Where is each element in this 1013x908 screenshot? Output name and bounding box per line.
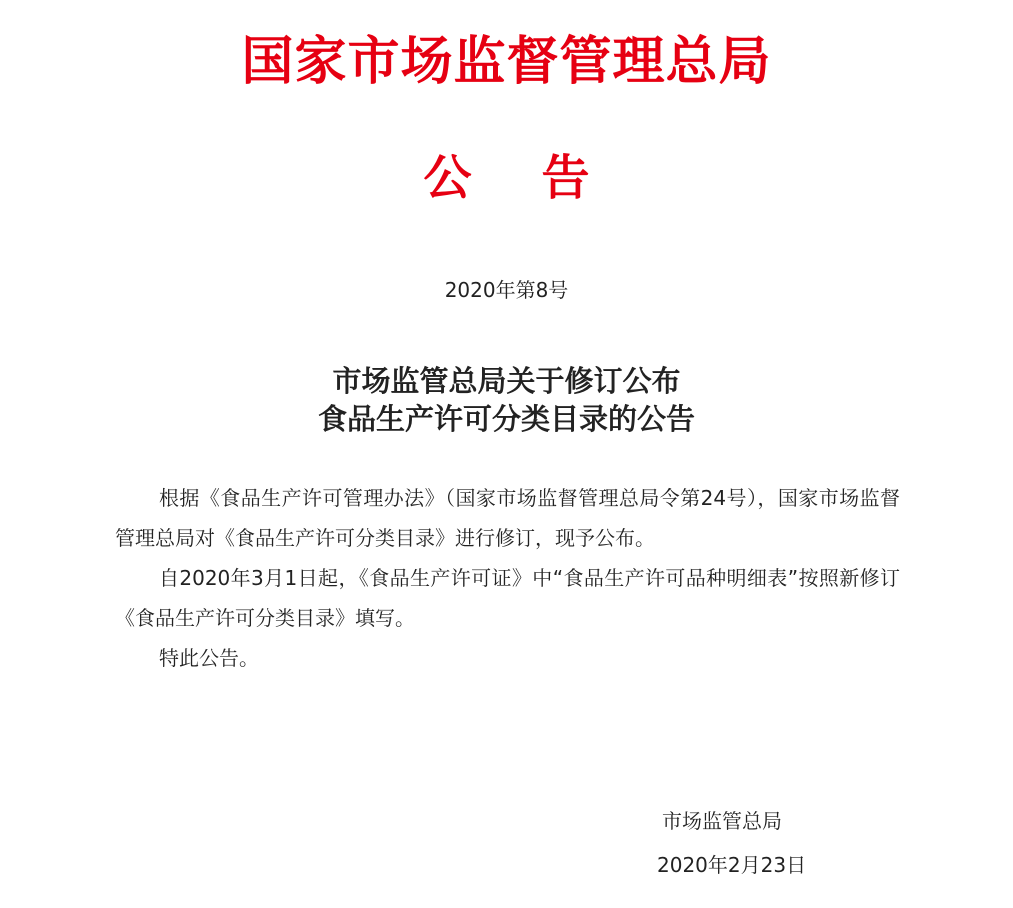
body-paragraph-1: 根据《食品生产许可管理办法》（国家市场监督管理总局令第24号），国家市场监督管理总局对《食品生产许可分类目录》进行修订，现予公布。: [115, 486, 900, 550]
signing-authority: 市场监管总局: [662, 809, 782, 833]
announcement-title: [0, 362, 1013, 438]
title-line-2: 食品生产许可分类目录的公告: [317, 402, 695, 436]
title-line-1: 市场监管总局关于修订公布: [332, 364, 681, 398]
document-number: 2020年第8号: [444, 278, 569, 302]
issue-date: 2020年2月23日: [657, 853, 807, 877]
announcement-body: [115, 478, 900, 678]
body-paragraph-3: 特此公告。: [159, 646, 259, 670]
document-type-heading: 公告: [423, 150, 660, 206]
body-paragraph-2: 自2020年3月1日起，《食品生产许可证》中“食品生产许可品种明细表”按照新修订《食品生产许可分类目录》填写。: [115, 566, 900, 630]
issuer-masthead: 国家市场监督管理总局: [241, 31, 772, 92]
